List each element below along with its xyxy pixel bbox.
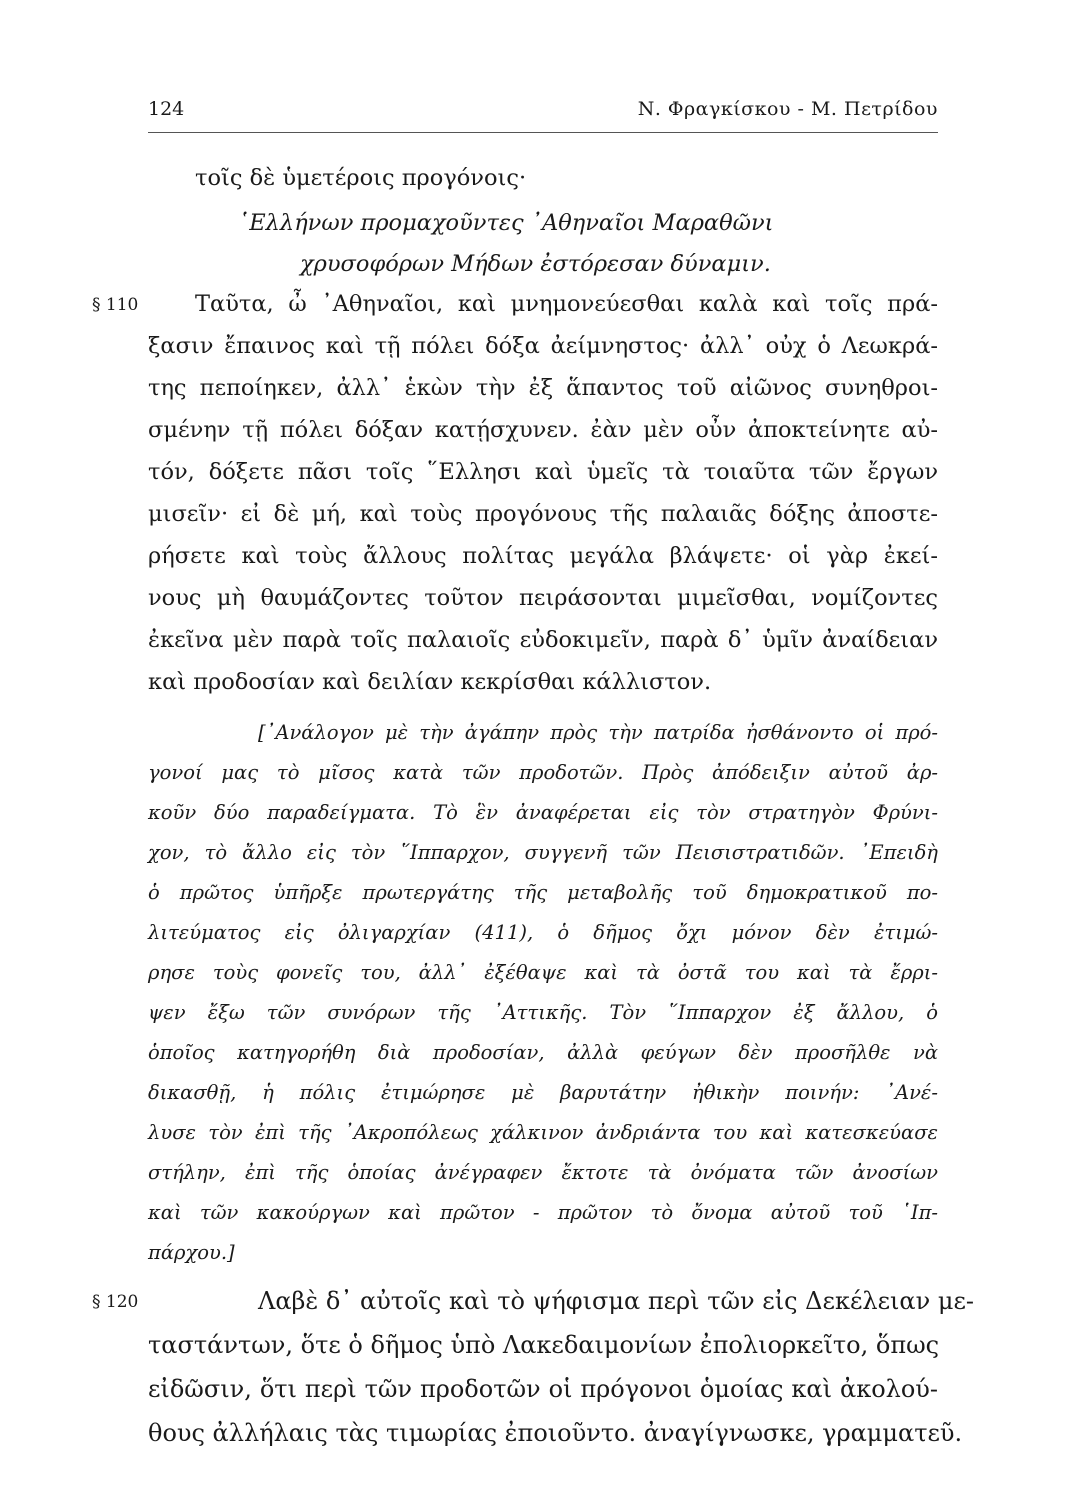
commentary-line: ρησε τοὺς φονεῖς του, ἀλλ᾿ ἐξέθαψε καὶ τὰ ὀστᾶ του καὶ τὰ ἔρρι- <box>148 961 938 984</box>
commentary-line: πάρχου.] <box>148 1241 235 1264</box>
commentary-line: λιτεύματος εἰς ὀλιγαρχίαν (411), ὁ δῆμος ὄχι μόνον δὲν ἐτιμώ- <box>148 921 938 944</box>
section-marker-110: § 110 <box>92 295 139 315</box>
text-line: καὶ προδοσίαν καὶ δειλίαν κεκρίσθαι κάλλιστον. <box>148 669 712 695</box>
running-head: Ν. Φραγκίσκου - Μ. Πετρίδου <box>637 98 938 120</box>
text-line: της πεποίηκεν, ἀλλ᾿ ἑκὼν τὴν ἐξ ἅπαντος τοῦ αἰῶνος συνηθροι- <box>148 375 938 401</box>
text-line: σμένην τῇ πόλει δόξαν κατῄσχυνεν. ἐὰν μὲν οὖν ἀποκτείνητε αὐ- <box>148 417 938 443</box>
commentary-line: στήλην, ἐπὶ τῆς ὁποίας ἀνέγραφεν ἔκτοτε τὰ ὀνόματα τῶν ἀνοσίων <box>148 1161 938 1184</box>
epigram-intro: τοῖς δὲ ὑμετέροις προγόνοις· <box>195 165 527 191</box>
commentary-line: χον, τὸ ἄλλο εἰς τὸν ῞Ιππαρχον, συγγενῆ τῶν Πεισιστρατιδῶν. ᾿Επειδὴ <box>148 841 938 864</box>
text-line: ξασιν ἔπαινος καὶ τῇ πόλει δόξα ἀείμνηστος· ἀλλ᾿ οὐχ ὁ Λεωκρά- <box>148 333 938 359</box>
commentary-line: ψεν ἔξω τῶν συνόρων τῆς ᾿Αττικῆς. Τὸν ῞Ιππαρχον ἐξ ἄλλου, ὁ <box>148 1001 938 1024</box>
commentary-line: ὁποῖος κατηγορήθη διὰ προδοσίαν, ἀλλὰ φεύγων δὲν προσῆλθε νὰ <box>148 1041 938 1064</box>
text-line: μισεῖν· εἰ δὲ μή, καὶ τοὺς προγόνους τῆς παλαιᾶς δόξης ἀποστε- <box>148 501 938 527</box>
text-line: Λαβὲ δ᾿ αὐτοῖς καὶ τὸ ψήφισμα περὶ τῶν εἰς Δεκέλειαν με- <box>258 1287 974 1315</box>
commentary-line: δικασθῇ, ἡ πόλις ἐτιμώρησε μὲ βαρυτάτην ἠθικὴν ποινήν: ᾿Ανέ- <box>148 1081 938 1104</box>
section-marker-120: § 120 <box>92 1292 139 1312</box>
commentary-line: ὁ πρῶτος ὑπῆρξε πρωτεργάτης τῆς μεταβολῆς τοῦ δημοκρατικοῦ πο- <box>148 881 938 904</box>
text-line: ρήσετε καὶ τοὺς ἄλλους πολίτας μεγάλα βλάψετε· οἱ γὰρ ἐκεί- <box>148 543 938 569</box>
commentary-line: [᾿Ανάλογον μὲ τὴν ἀγάπην πρὸς τὴν πατρίδα ἠσθάνοντο οἱ πρό- <box>258 721 938 744</box>
text-line: τόν, δόξετε πᾶσι τοῖς ῞Ελλησι καὶ ὑμεῖς τὰ τοιαῦτα τῶν ἔργων <box>148 459 938 485</box>
page-header <box>148 98 938 133</box>
page-number: 124 <box>148 98 185 120</box>
epigram-verse-1: ῾Ελλήνων προμαχοῦντες ᾿Αθηναῖοι Μαραθῶνι <box>238 210 774 236</box>
text-line: ἐκεῖνα μὲν παρὰ τοῖς παλαιοῖς εὐδοκιμεῖν, παρὰ δ᾿ ὑμῖν ἀναίδειαν <box>148 627 938 653</box>
text-line: νους μὴ θαυμάζοντες τοῦτον πειράσονται μιμεῖσθαι, νομίζοντες <box>148 585 938 611</box>
text-line: Ταῦτα, ὦ ᾿Αθηναῖοι, καὶ μνημονεύεσθαι καλὰ καὶ τοῖς πρά- <box>195 291 938 317</box>
text-line: εἰδῶσιν, ὅτι περὶ τῶν προδοτῶν οἱ πρόγονοι ὁμοίας καὶ ἀκολού- <box>148 1375 938 1403</box>
text-line: θους ἀλλήλαις τὰς τιμωρίας ἐποιοῦντο. ἀναγίγνωσκε, γραμματεῦ. <box>148 1419 963 1447</box>
text-line: ταστάντων, ὅτε ὁ δῆμος ὑπὸ Λακεδαιμονίων ἐπολιορκεῖτο, ὅπως <box>148 1331 940 1359</box>
commentary-line: γονοί μας τὸ μῖσος κατὰ τῶν προδοτῶν. Πρὸς ἀπόδειξιν αὐτοῦ ἀρ- <box>148 761 938 784</box>
epigram-verse-2: χρυσοφόρων Μήδων ἐστόρεσαν δύναμιν. <box>300 251 771 277</box>
commentary-line: καὶ τῶν κακούργων καὶ πρῶτον - πρῶτον τὸ ὄνομα αὐτοῦ τοῦ ῾Ιπ- <box>148 1201 938 1224</box>
commentary-line: λυσε τὸν ἐπὶ τῆς ᾿Ακροπόλεως χάλκινον ἀνδριάντα του καὶ κατεσκεύασε <box>148 1121 938 1144</box>
commentary-line: κοῦν δύο παραδείγματα. Τὸ ἓν ἀναφέρεται εἰς τὸν στρατηγὸν Φρύνι- <box>148 801 938 824</box>
